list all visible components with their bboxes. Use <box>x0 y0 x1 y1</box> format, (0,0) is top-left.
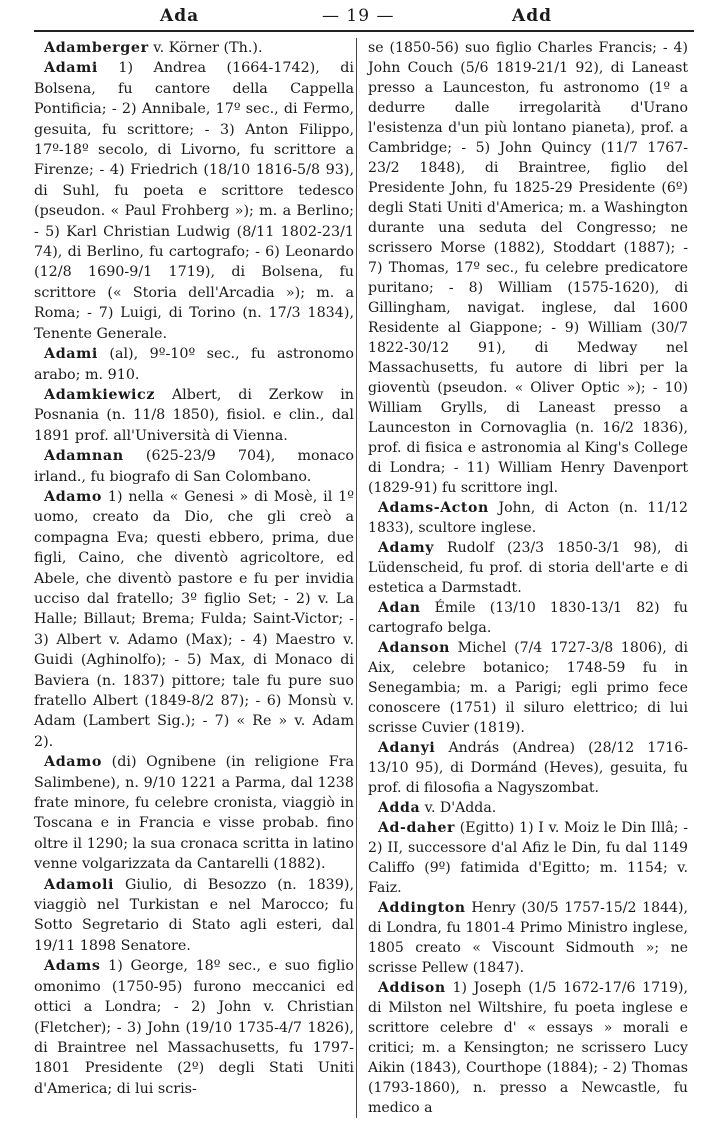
entry-text: v. Körner (Th.). <box>148 40 263 56</box>
entry-headword: Adanyi <box>378 740 436 756</box>
entry-headword: Adami <box>44 346 98 363</box>
entry-text: 1) nella « Genesi » di Mosè, il 1º uomo, creato da Dio, che gli creò a compagna Eva; questi ebbero, prima, due figli, Caino, che diventò agricoltore, ed Abele, che diventò pastore e fu per invidia ucciso dal fratello; 3º figlio Set; - 2) v. La Halle; Billaut; Brema; Fulda; Saint-Victor; - 3) Albert v. Adamo (Max); - 4) Maestro v. Guidi (Aghinolfo); - 5) Max, di Monaco di Baviera (n. 1837) pittore; tale fu pure suo fratello Albert (1849-8/2 87); - 6) Monsù v. Adam (Lambert Sig.); - 7) « Re » v. Adam 2). <box>34 488 354 750</box>
entry-text: 1) George, 18º sec., e suo figlio omonimo (1750-95) furono meccanici ed ottici a Londra; - 2) John v. Christian (Fletcher); - 3) John (19/10 1735-4/7 1826), di Braintree nel Massachusetts, fu 1797-1801 Presidente (2º) degli Stati Uniti d'America; di lui scris- <box>34 958 354 1097</box>
dictionary-entry <box>34 446 354 487</box>
dictionary-entry <box>368 538 688 598</box>
dictionary-entry <box>368 898 688 978</box>
entry-text: (di) Ognibene (in religione Fra Salimbene), n. 9/10 1221 a Parma, dal 1238 frate minore, fu celebre cronista, viaggiò in Toscana e in Francia e visse probab. fino oltre il 1290; la sua cronaca scritta in latino venne volgarizzata da Cantarelli (1882). <box>34 754 354 873</box>
dictionary-entry <box>34 875 354 957</box>
page-number: — 19 — <box>322 6 395 26</box>
entry-headword: Adams-Acton <box>378 500 489 516</box>
entry-text: 1) Andrea (1664-1742), di Bolsena, fu cantore della Cappella Pontificia; - 2) Annibale, 17º sec., di Fermo, gesuita, fu scrittore; - 3) Anton Filippo, 17º-18º secolo, di Livorno, fu scrittore a Firenze; - 4) Friedrich (18/10 1816-5/8 93), di Suhl, fu poeta e scrittore tedesco (pseudon. « Paul Frohberg »); m. a Berlino; - 5) Karl Christian Ludwig (8/11 1802-23/1 74), di Berlino, fu cartografo; - 6) Leonardo (12/8 1690-9/1 1719), di Bolsena, fu scrittore (« Storia dell'Arcadia »); m. a Roma; - 7) Luigi, di Torino (n. 17/3 1834), Tenente Generale. <box>34 60 354 342</box>
entry-text: Émile (13/10 1830-13/1 82) fu cartografo belga. <box>368 600 688 636</box>
entry-headword: Adamnan <box>44 448 124 465</box>
entry-headword: Ad-daher <box>378 820 456 836</box>
column-divider <box>356 38 357 1118</box>
left-column <box>34 38 354 1099</box>
entry-headword: Adamoli <box>44 876 115 893</box>
dictionary-entry <box>368 818 688 898</box>
dictionary-entry <box>368 638 688 738</box>
dictionary-entry <box>34 752 354 874</box>
entry-text: Michel (7/4 1727-3/8 1806), di Aix, celebre botanico; 1748-59 fu in Senegambia; m. a Parigi; egli primo fece conoscere (1751) il siluro elettrico; di lui scrisse Cuvier (1819). <box>368 640 688 736</box>
entry-headword: Addison <box>378 980 446 996</box>
dictionary-entry <box>34 38 354 58</box>
entry-headword: Adamberger <box>44 40 149 56</box>
entry-headword: Adamkiewicz <box>44 386 156 403</box>
dictionary-entry <box>34 956 354 1099</box>
dictionary-entry <box>368 38 688 498</box>
dictionary-entry <box>368 498 688 538</box>
dictionary-entry <box>34 344 354 385</box>
entry-text: (Egitto) 1) I v. Moiz le Din Illâ; - 2) II, successore d'al Afiz le Din, fu dal 1149 Califfo (9º) fatimida d'Egitto; m. 1154; v. Faiz. <box>368 820 688 896</box>
entry-text: v. D'Adda. <box>420 800 497 816</box>
dictionary-entry <box>368 598 688 638</box>
entry-text: Albert, di Zerkow in Posnania (n. 11/8 1850), fisiol. e clin., dal 1891 prof. all'Università di Vienna. <box>34 386 354 444</box>
entry-headword: Adanson <box>378 640 450 656</box>
dictionary-entry <box>368 738 688 798</box>
entry-text: Giulio, di Besozzo (n. 1839), viaggiò nel Turkistan e nel Marocco; fu Sotto Segretario di Stato agli esteri, dal 19/11 1898 Senatore. <box>34 876 354 954</box>
entry-text: (al), 9º-10º sec., fu astronomo arabo; m. 910. <box>34 346 354 383</box>
entry-headword: Adamy <box>378 540 435 556</box>
header-rule <box>34 30 694 32</box>
entry-text: John, di Acton (n. 11/12 1833), scultore inglese. <box>368 500 688 536</box>
dictionary-entry <box>34 58 354 344</box>
running-head-left: Ada <box>160 6 200 26</box>
entry-text: Henry (30/5 1757-15/2 1844), di Londra, fu 1801-4 Primo Ministro inglese, 1805 creato « Viscount Sidmouth »; ne scrisse Pellew (1847). <box>368 900 688 976</box>
entry-text: Rudolf (23/3 1850-3/1 98), di Lüdenscheid, fu prof. di storia dell'arte e di estetica a Darmstadt. <box>368 540 688 596</box>
entry-text: se (1850-56) suo figlio Charles Francis; - 4) John Couch (5/6 1819-21/1 92), di Laneast presso a Launceston, fu astronomo (1º a dedurre dalle irregolarità d'Urano l'esistenza d'un più lontano pianeta), prof. a Cambridge; - 5) John Quincy (11/7 1767-23/2 1848), di Braintree, figlio del Presidente John, fu 1825-29 Presidente (6º) degli Stati Uniti d'America; m. a Washington durante una seduta del Congresso; ne scrissero Morse (1882), Stoddart (1887); - 7) Thomas, 17º sec., fu celebre predicatore puritano; - 8) William (1575-1620), di Gillingham, navigat. inglese, dal 1600 Residente al Giappone; - 9) William (30/7 1822-30/12 91), di Medway nel Massachusetts, fu autore di libri per la gioventù (pseudon. « Oliver Optic »); - 10) William Grylls, di Laneast presso a Launceston in Cornovaglia (n. 16/2 1836), prof. di fisica e astronomia al King's College di Londra; - 11) William Henry Davenport (1829-91) fu scrittore ingl. <box>368 40 688 496</box>
right-column <box>368 38 688 1118</box>
dictionary-entry <box>368 978 688 1118</box>
dictionary-entry <box>34 487 354 752</box>
entry-text: András (Andrea) (28/12 1716-13/10 95), di Dormánd (Heves), gesuita, fu prof. di filosofia a Nagyszombat. <box>368 740 688 796</box>
entry-headword: Addington <box>378 900 466 916</box>
dictionary-entry <box>368 798 688 818</box>
entry-headword: Adan <box>378 600 421 616</box>
entry-text: (625-23/9 704), monaco irland., fu biografo di San Colombano. <box>34 448 354 485</box>
entry-headword: Adda <box>378 800 421 816</box>
page-header <box>0 0 718 28</box>
entry-headword: Adams <box>44 958 101 975</box>
running-head-right: Add <box>512 6 552 26</box>
dictionary-entry <box>34 385 354 446</box>
entry-headword: Adamo <box>44 754 103 771</box>
entry-headword: Adami <box>44 60 98 77</box>
entry-text: 1) Joseph (1/5 1672-17/6 1719), di Milston nel Wiltshire, fu poeta inglese e scrittore celebre d' « essays » morali e critici; m. a Kensington; ne scrissero Lucy Aikin (1843), Courthope (1884); - 2) Thomas (1793-1860), n. presso a Newcastle, fu medico a <box>368 980 688 1116</box>
entry-headword: Adamo <box>44 488 103 505</box>
